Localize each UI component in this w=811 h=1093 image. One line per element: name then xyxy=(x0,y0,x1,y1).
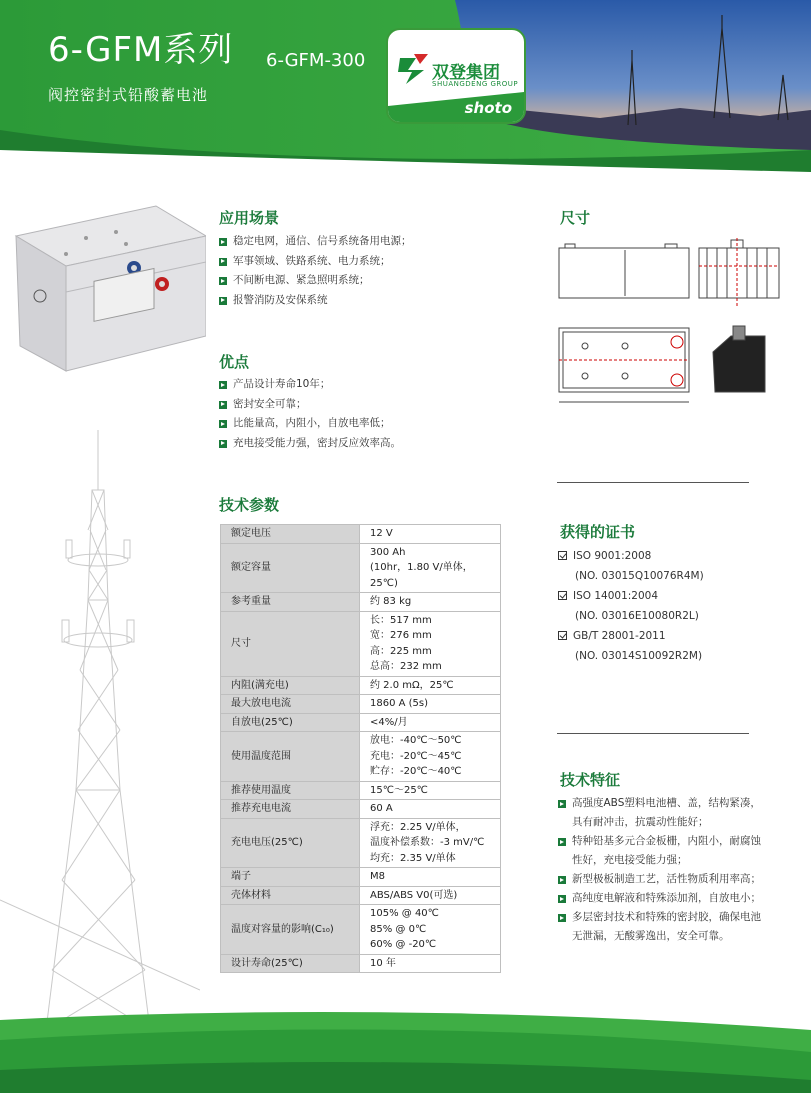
spec-value-line: 总高：232 mm xyxy=(370,661,442,672)
spec-value xyxy=(360,593,501,612)
list-item: 产品设计寿命10年； xyxy=(219,375,401,395)
certificate-number: (NO. 03014S10092R2M) xyxy=(575,650,703,662)
logo-english-name: SHUANGDENG GROUP xyxy=(432,80,519,88)
list-item: 特种铅基多元合金板栅，内阻小，耐腐蚀 xyxy=(558,832,761,851)
checkbox-checked-icon xyxy=(558,551,567,560)
spec-value-line: 105% @ 40℃ xyxy=(370,908,439,919)
table-row xyxy=(221,676,501,695)
spec-value xyxy=(360,525,501,544)
spec-key: 内阻(满充电) xyxy=(221,676,360,695)
logo-name: 双登集团 xyxy=(432,63,500,83)
spec-value-line: (10hr，1.80 V/单体，25℃) xyxy=(370,562,473,589)
spec-value xyxy=(360,732,501,782)
spec-value-line: 宽：276 mm xyxy=(370,630,432,641)
table-row xyxy=(221,818,501,868)
certificates-title: 获得的证书 xyxy=(560,523,636,541)
arrow-bullet-icon xyxy=(219,440,227,448)
spec-value-line: ABS/ABS V0(可选) xyxy=(370,889,458,901)
spec-key: 温度对容量的影响(C₁₀) xyxy=(221,905,360,955)
arrow-bullet-icon xyxy=(219,381,227,389)
spec-value-line: 充电：-20℃～45℃ xyxy=(370,750,462,762)
arrow-bullet-icon xyxy=(558,838,566,846)
spec-value-line: 贮存：-20℃～40℃ xyxy=(370,766,462,777)
spec-key: 自放电(25℃) xyxy=(221,713,360,732)
spec-value-line: 60 A xyxy=(370,803,393,814)
list-item: 密封安全可靠； xyxy=(219,395,401,415)
arrow-bullet-icon xyxy=(219,297,227,305)
spec-value-line: 1860 A (5s) xyxy=(370,698,429,709)
advantages-list xyxy=(219,375,401,453)
list-item: 新型极板制造工艺，活性物质利用率高； xyxy=(558,870,761,889)
table-row xyxy=(221,886,501,905)
spec-value xyxy=(360,868,501,887)
spec-value xyxy=(360,905,501,955)
spec-key: 壳体材料 xyxy=(221,886,360,905)
dimension-drawings xyxy=(555,236,785,416)
spec-value xyxy=(360,800,501,819)
table-row xyxy=(221,868,501,887)
table-row xyxy=(221,593,501,612)
list-item: 报警消防及安保系统 xyxy=(219,291,412,311)
table-row xyxy=(221,543,501,593)
spec-value-line: 85% @ 0℃ xyxy=(370,923,427,935)
table-row xyxy=(221,781,501,800)
list-item: 高纯度电解液和特殊添加剂，自放电小； xyxy=(558,889,761,908)
spec-value xyxy=(360,818,501,868)
certificate-name: ISO 14001:2004 xyxy=(558,586,704,606)
spec-key: 充电电压(25℃) xyxy=(221,818,360,868)
battery-product-photo xyxy=(6,196,206,376)
spec-value-line: 均充：2.35 V/单体 xyxy=(370,852,456,864)
series-title: 6-GFM系列 xyxy=(48,30,234,70)
spec-value-line: 温度补偿系数：-3 mV/℃ xyxy=(370,837,485,848)
table-row xyxy=(221,713,501,732)
logo-mark-icon xyxy=(394,48,434,88)
checkbox-checked-icon xyxy=(558,591,567,600)
arrow-bullet-icon xyxy=(219,277,227,285)
list-item-continuation: 性好，充电接受能力强； xyxy=(572,854,688,866)
table-row xyxy=(221,611,501,676)
spec-value-line: 浮充：2.25 V/单体， xyxy=(370,821,466,833)
spec-value-line: 约 2.0 mΩ，25℃ xyxy=(370,679,454,691)
spec-value-line: 约 83 kg xyxy=(370,596,412,607)
list-item: 充电接受能力强，密封反应效率高。 xyxy=(219,434,401,454)
company-logo xyxy=(386,28,526,124)
spec-table xyxy=(220,524,501,973)
checkbox-checked-icon xyxy=(558,631,567,640)
applications-list xyxy=(219,232,412,310)
arrow-bullet-icon xyxy=(219,420,227,428)
applications-title: 应用场景 xyxy=(219,209,280,227)
table-row xyxy=(221,695,501,714)
spec-value xyxy=(360,676,501,695)
dimensions-title: 尺寸 xyxy=(560,209,591,227)
spec-value xyxy=(360,886,501,905)
divider xyxy=(557,733,749,734)
spec-value xyxy=(360,695,501,714)
arrow-bullet-icon xyxy=(558,876,566,884)
list-item-continuation: 无泄漏，无酸雾逸出，安全可靠。 xyxy=(572,930,730,942)
model-number: 6-GFM-300 xyxy=(266,50,366,71)
table-row xyxy=(221,732,501,782)
list-item: 军事领域、铁路系统、电力系统； xyxy=(219,252,412,272)
footer-band xyxy=(0,1000,811,1093)
advantages-title: 优点 xyxy=(219,353,250,371)
spec-key: 推荐使用温度 xyxy=(221,781,360,800)
certificates-list xyxy=(558,546,704,666)
arrow-bullet-icon xyxy=(558,800,566,808)
spec-value xyxy=(360,713,501,732)
table-row xyxy=(221,954,501,973)
certificate-name: GB/T 28001-2011 xyxy=(558,626,704,646)
list-item: 稳定电网，通信、信号系统备用电源； xyxy=(219,232,412,252)
table-row xyxy=(221,905,501,955)
list-item: 多层密封技术和特殊的密封胶，确保电池 xyxy=(558,908,761,927)
spec-value-line: 长：517 mm xyxy=(370,614,432,626)
spec-key: 参考重量 xyxy=(221,593,360,612)
spec-key: 尺寸 xyxy=(221,611,360,676)
table-row xyxy=(221,800,501,819)
spec-value-line: 300 Ah xyxy=(370,546,406,558)
list-item: 不间断电源、紧急照明系统； xyxy=(219,271,412,291)
spec-value-line: 60% @ -20℃ xyxy=(370,939,437,950)
spec-value-line: 10 年 xyxy=(370,957,396,969)
spec-value-line: 放电：-40℃～50℃ xyxy=(370,735,462,746)
spec-key: 额定容量 xyxy=(221,543,360,593)
arrow-bullet-icon xyxy=(219,401,227,409)
spec-value xyxy=(360,611,501,676)
spec-value-line: M8 xyxy=(370,871,385,882)
spec-key: 推荐充电电流 xyxy=(221,800,360,819)
product-subtitle: 阀控密封式铅酸蓄电池 xyxy=(48,86,209,104)
spec-value xyxy=(360,543,501,593)
list-item-continuation: 具有耐冲击，抗震动性能好； xyxy=(572,816,709,828)
list-item: 比能量高，内阻小，自放电率低； xyxy=(219,414,401,434)
spec-value-line: 15℃～25℃ xyxy=(370,784,428,796)
spec-value-line: 12 V xyxy=(370,528,393,539)
spec-value-line: <4%/月 xyxy=(370,716,408,728)
spec-key: 额定电压 xyxy=(221,525,360,544)
features-list xyxy=(558,794,761,946)
spec-key: 最大放电电流 xyxy=(221,695,360,714)
specs-title: 技术参数 xyxy=(219,496,280,514)
spec-key: 设计寿命(25℃) xyxy=(221,954,360,973)
spec-key: 端子 xyxy=(221,868,360,887)
arrow-bullet-icon xyxy=(558,914,566,922)
spec-key: 使用温度范围 xyxy=(221,732,360,782)
tower-illustration xyxy=(0,430,200,1030)
arrow-bullet-icon xyxy=(219,258,227,266)
list-item: 高强度ABS塑料电池槽、盖，结构紧凑， xyxy=(558,794,761,813)
header-banner xyxy=(0,0,811,180)
logo-brand: shoto xyxy=(464,99,512,117)
spec-value-line: 高：225 mm xyxy=(370,645,432,657)
features-title: 技术特征 xyxy=(560,771,621,789)
certificate-number: (NO. 03016E10080R2L) xyxy=(575,610,699,622)
divider xyxy=(557,482,749,483)
spec-value xyxy=(360,954,501,973)
table-row xyxy=(221,525,501,544)
arrow-bullet-icon xyxy=(558,895,566,903)
arrow-bullet-icon xyxy=(219,238,227,246)
certificate-name: ISO 9001:2008 xyxy=(558,546,704,566)
certificate-number: (NO. 03015Q10076R4M) xyxy=(575,570,704,582)
spec-value xyxy=(360,781,501,800)
